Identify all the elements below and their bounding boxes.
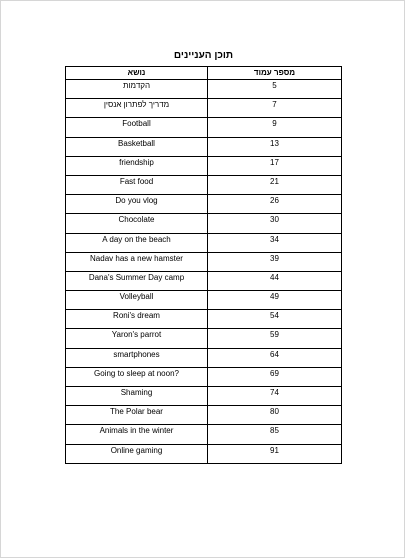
row-topic: Chocolate bbox=[66, 214, 208, 233]
page-title: תוכן העניינים bbox=[173, 50, 234, 61]
table-row bbox=[66, 406, 342, 425]
table-row bbox=[66, 233, 342, 252]
table-row bbox=[66, 271, 342, 290]
table-row bbox=[66, 137, 342, 156]
row-topic: Online gaming bbox=[66, 444, 208, 463]
table-row bbox=[66, 195, 342, 214]
table-row bbox=[66, 118, 342, 137]
row-topic: Shaming bbox=[66, 387, 208, 406]
row-page-number: 85 bbox=[208, 425, 342, 444]
row-topic: Fast food bbox=[66, 175, 208, 194]
row-page-number: 13 bbox=[208, 137, 342, 156]
row-topic: Football bbox=[66, 118, 208, 137]
row-page-number: 34 bbox=[208, 233, 342, 252]
row-topic: Basketball bbox=[66, 137, 208, 156]
table-header-row bbox=[66, 67, 342, 80]
row-topic: The Polar bear bbox=[66, 406, 208, 425]
row-topic: Nadav has a new hamster bbox=[66, 252, 208, 271]
row-page-number: 54 bbox=[208, 310, 342, 329]
table-row bbox=[66, 444, 342, 463]
row-page-number: 44 bbox=[208, 271, 342, 290]
row-topic: friendship bbox=[66, 156, 208, 175]
row-topic: מדריך לפתרון אנסין bbox=[66, 99, 208, 118]
row-topic: Roni's dream bbox=[66, 310, 208, 329]
table-row bbox=[66, 99, 342, 118]
table-row bbox=[66, 214, 342, 233]
row-page-number: 91 bbox=[208, 444, 342, 463]
header-topic: נושא bbox=[66, 67, 208, 80]
row-page-number: 74 bbox=[208, 387, 342, 406]
row-page-number: 7 bbox=[208, 99, 342, 118]
row-topic: Dana's Summer Day camp bbox=[66, 271, 208, 290]
row-page-number: 64 bbox=[208, 348, 342, 367]
row-page-number: 17 bbox=[208, 156, 342, 175]
table-body bbox=[66, 80, 342, 464]
table-of-contents bbox=[65, 66, 342, 464]
table-row bbox=[66, 252, 342, 271]
row-page-number: 49 bbox=[208, 291, 342, 310]
row-page-number: 21 bbox=[208, 175, 342, 194]
row-page-number: 9 bbox=[208, 118, 342, 137]
row-page-number: 39 bbox=[208, 252, 342, 271]
row-page-number: 5 bbox=[208, 80, 342, 99]
table-row bbox=[66, 175, 342, 194]
table-row bbox=[66, 387, 342, 406]
table-row bbox=[66, 348, 342, 367]
row-topic: הקדמות bbox=[66, 80, 208, 99]
row-topic: Going to sleep at noon? bbox=[66, 367, 208, 386]
row-page-number: 30 bbox=[208, 214, 342, 233]
table-row bbox=[66, 329, 342, 348]
row-page-number: 80 bbox=[208, 406, 342, 425]
row-topic: Do you vlog bbox=[66, 195, 208, 214]
row-page-number: 26 bbox=[208, 195, 342, 214]
row-page-number: 69 bbox=[208, 367, 342, 386]
table-row bbox=[66, 291, 342, 310]
table-row bbox=[66, 310, 342, 329]
row-page-number: 59 bbox=[208, 329, 342, 348]
row-topic: smartphones bbox=[66, 348, 208, 367]
table-row bbox=[66, 425, 342, 444]
table-row bbox=[66, 80, 342, 99]
table-row bbox=[66, 367, 342, 386]
header-page-number: מספר עמוד bbox=[208, 67, 342, 80]
row-topic: Yaron's parrot bbox=[66, 329, 208, 348]
row-topic: A day on the beach bbox=[66, 233, 208, 252]
row-topic: Volleyball bbox=[66, 291, 208, 310]
table-row bbox=[66, 156, 342, 175]
row-topic: Animals in the winter bbox=[66, 425, 208, 444]
